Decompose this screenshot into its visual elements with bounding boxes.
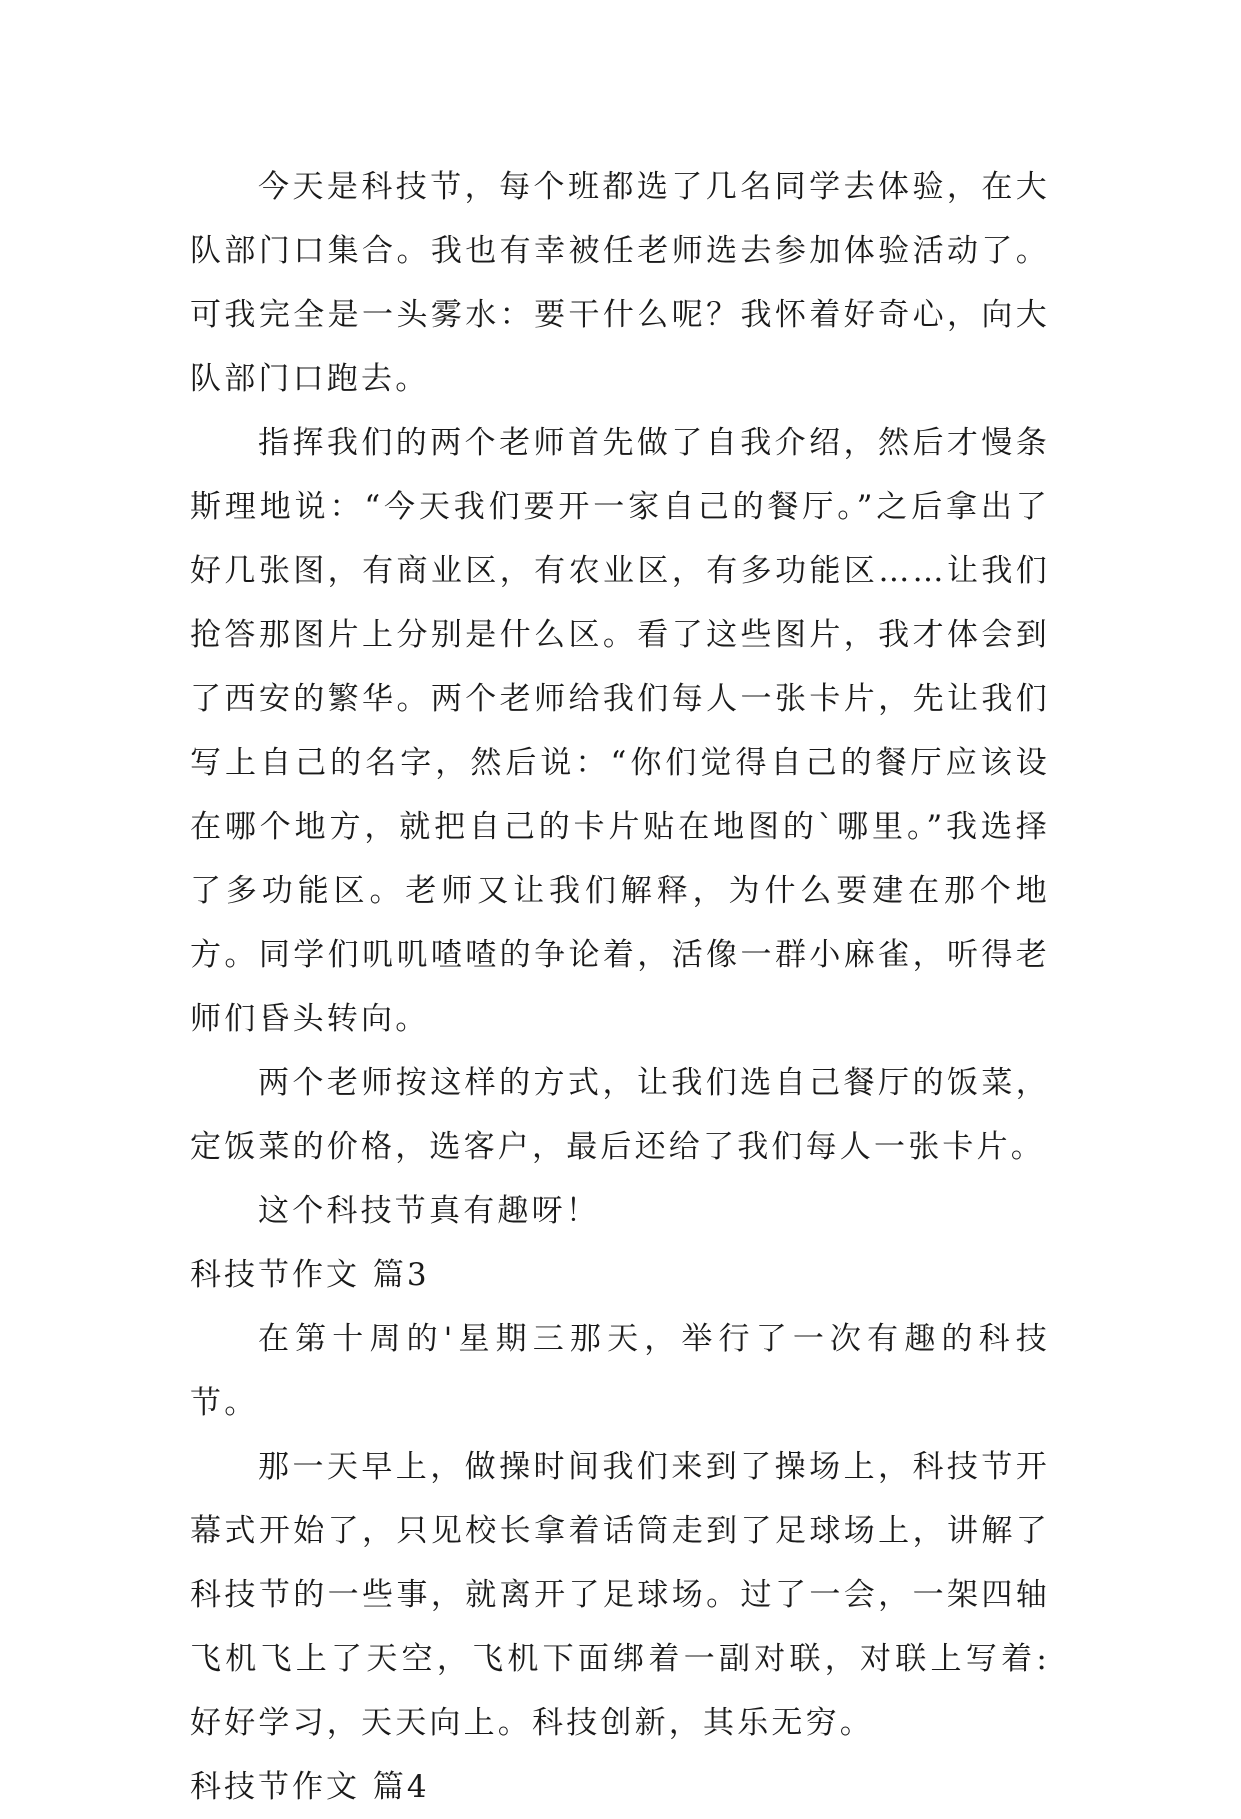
section-heading: 科技节作文 篇3 [190,1257,430,1293]
section-heading: 科技节作文 篇4 [190,1769,430,1805]
paragraph: 指挥我们的两个老师首先做了自我介绍，然后才慢条斯理地说：“今天我们要开一家自己的餐厅。”之后拿出了好几张图，有商业区，有农业区，有多功能区……让我们抢答那图片上分别是什么区。看了这些图片，我才体会到了西安的繁华。两个老师给我们每人一张卡片，先让我们写上自己的名字，然后说：“你们觉得自己的餐厅应该设在哪个地方，就把自己的卡片贴在地图的`哪里。”我选择了多功能区。老师又让我们解释，为什么要建在那个地方。同学们叽叽喳喳的争论着，活像一群小麻雀，听得老师们昏头转向。 [190,425,1050,1037]
paragraph: 今天是科技节，每个班都选了几名同学去体验，在大队部门口集合。我也有幸被任老师选去参加体验活动了。可我完全是一头雾水：要干什么呢？我怀着好奇心，向大队部门口跑去。 [190,169,1050,397]
document-body [190,155,1050,1819]
paragraph: 这个科技节真有趣呀！ [258,1193,600,1229]
paragraph: 两个老师按这样的方式，让我们选自己餐厅的饭菜，定饭菜的价格，选客户，最后还给了我们每人一张卡片。 [190,1065,1050,1165]
paragraph: 那一天早上，做操时间我们来到了操场上，科技节开幕式开始了，只见校长拿着话筒走到了足球场上，讲解了科技节的一些事，就离开了足球场。过了一会，一架四轴飞机飞上了天空，飞机下面绑着一副对联，对联上写着: 好好学习，天天向上。科技创新，其乐无穷。 [190,1449,1050,1741]
paragraph: 在第十周的'星期三那天，举行了一次有趣的科技节。 [190,1321,1050,1421]
